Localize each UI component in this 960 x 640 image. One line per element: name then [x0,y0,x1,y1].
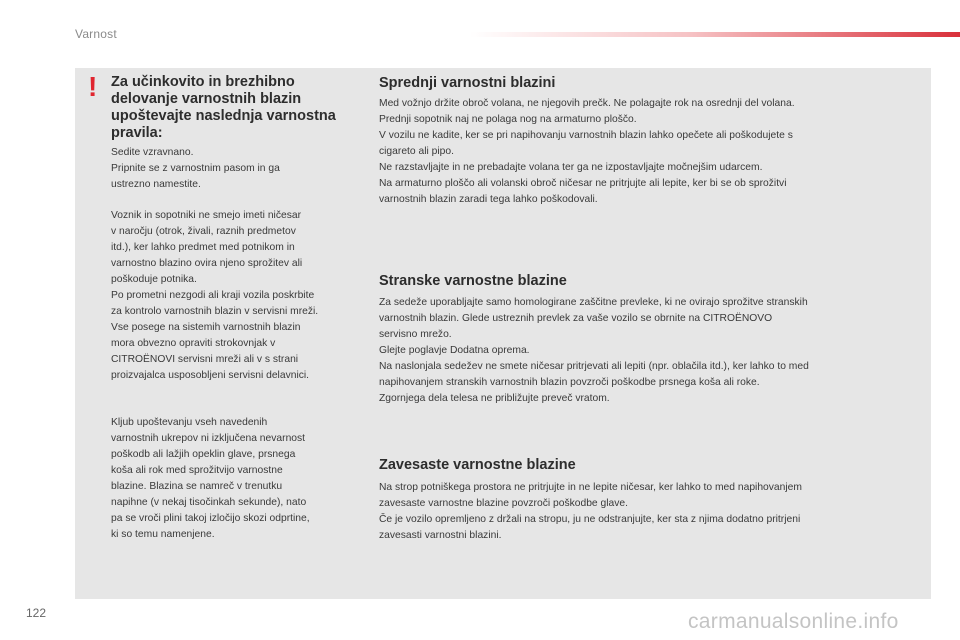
warning-paragraph-2: Voznik in sopotniki ne smejo imeti ničesar v naročju (otrok, živali, raznih predmetov itd.), ker lahko predmet med potnikom in varnostno blazino ovira njeno sprožitev ali poškoduje potnika. Po prometni nezgodi ali kraji vozila poskrbite za kontrolo varnostnih blazin v servisni mreži. Vse posege na sistemih varnostnih blazin mora obvezno opraviti strokovnjak v CITROËNOVI servisni mreži ali v s strani proizvajalca usposobljeni servisni delavnici. [111,210,319,381]
section-text-side-airbags: Za sedeže uporabljajte samo homologirane zaščitne prevleke, ki ne ovirajo sprožitve stranskih varnostnih blazin. Glede ustreznih prevlek za vaše vozilo se obrnite na CITROËNOVO servisno mrežo. Glejte poglavje Dodatna oprema. Na naslonjala sedežev ne smete ničesar pritrjevati ali lepiti (npr. oblačila itd.), ker lahko to med napihovanjem stranskih varnostnih blazin povzroči poškodbe prsnega koša ali roke. Zgornjega dela telesa ne približujte preveč vratom. [379,297,809,404]
header-title: Varnost [75,27,117,41]
warning-title: Za učinkovito in brezhibno delovanje varnostnih blazin upoštevajte naslednja varnostna pravila: [111,74,336,141]
warning-paragraph-1: Sedite vzravnano. Pripnite se z varnostnim pasom in ga ustrezno namestite. [111,147,280,190]
warning-paragraph-3: Kljub upoštevanju vseh navedenih varnostnih ukrepov ni izključena nevarnost poškodb ali lažjih opeklin glave, prsnega koša ali rok med sprožitvijo varnostne blazine. Blazina se namreč v trenutku napihne (v nekaj tisočinkah sekunde), nato pa se vroči plini takoj izločijo skozi odprtine, ki so temu namenjene. [111,417,310,540]
section-title-curtain-airbags: Zavesaste varnostne blazine [379,457,576,473]
page-number: 122 [26,606,47,620]
section-text-front-airbags: Med vožnjo držite obroč volana, ne njegovih prečk. Ne polagajte rok na osrednji del volana. Prednji sopotnik naj ne polaga nog na armaturno ploščo. V vozilu ne kadite, ker se pri napihovanju varnostnih blazin lahko opečete ali poškodujete s cigareto ali pipo. Ne razstavljajte in ne prebadajte volana ter ga ne izpostavljajte močnejšim udarcem. Na armaturno ploščo ali volanski obroč ničesar ne pritrjujte ali lepite, ker bi se ob sprožitvi varnostnih blazin zaradi tega lahko poškodovali. [379,98,795,205]
section-text-curtain-airbags: Na strop potniškega prostora ne pritrjujte in ne lepite ničesar, ker lahko to med napihovanjem zavesaste varnostne blazine povzroči poškodbe glave. Če je vozilo opremljeno z držali na stropu, ju ne odstranjujte, ker sta z njima dodatno pritrjeni zavesasti varnostni blazini. [379,482,802,541]
section-title-front-airbags: Sprednji varnostni blazini [379,75,556,91]
header-accent-bar [470,32,960,37]
section-title-side-airbags: Stranske varnostne blazine [379,273,567,289]
watermark: carmanualsonline.info [688,610,899,633]
warning-icon: ! [88,71,98,102]
